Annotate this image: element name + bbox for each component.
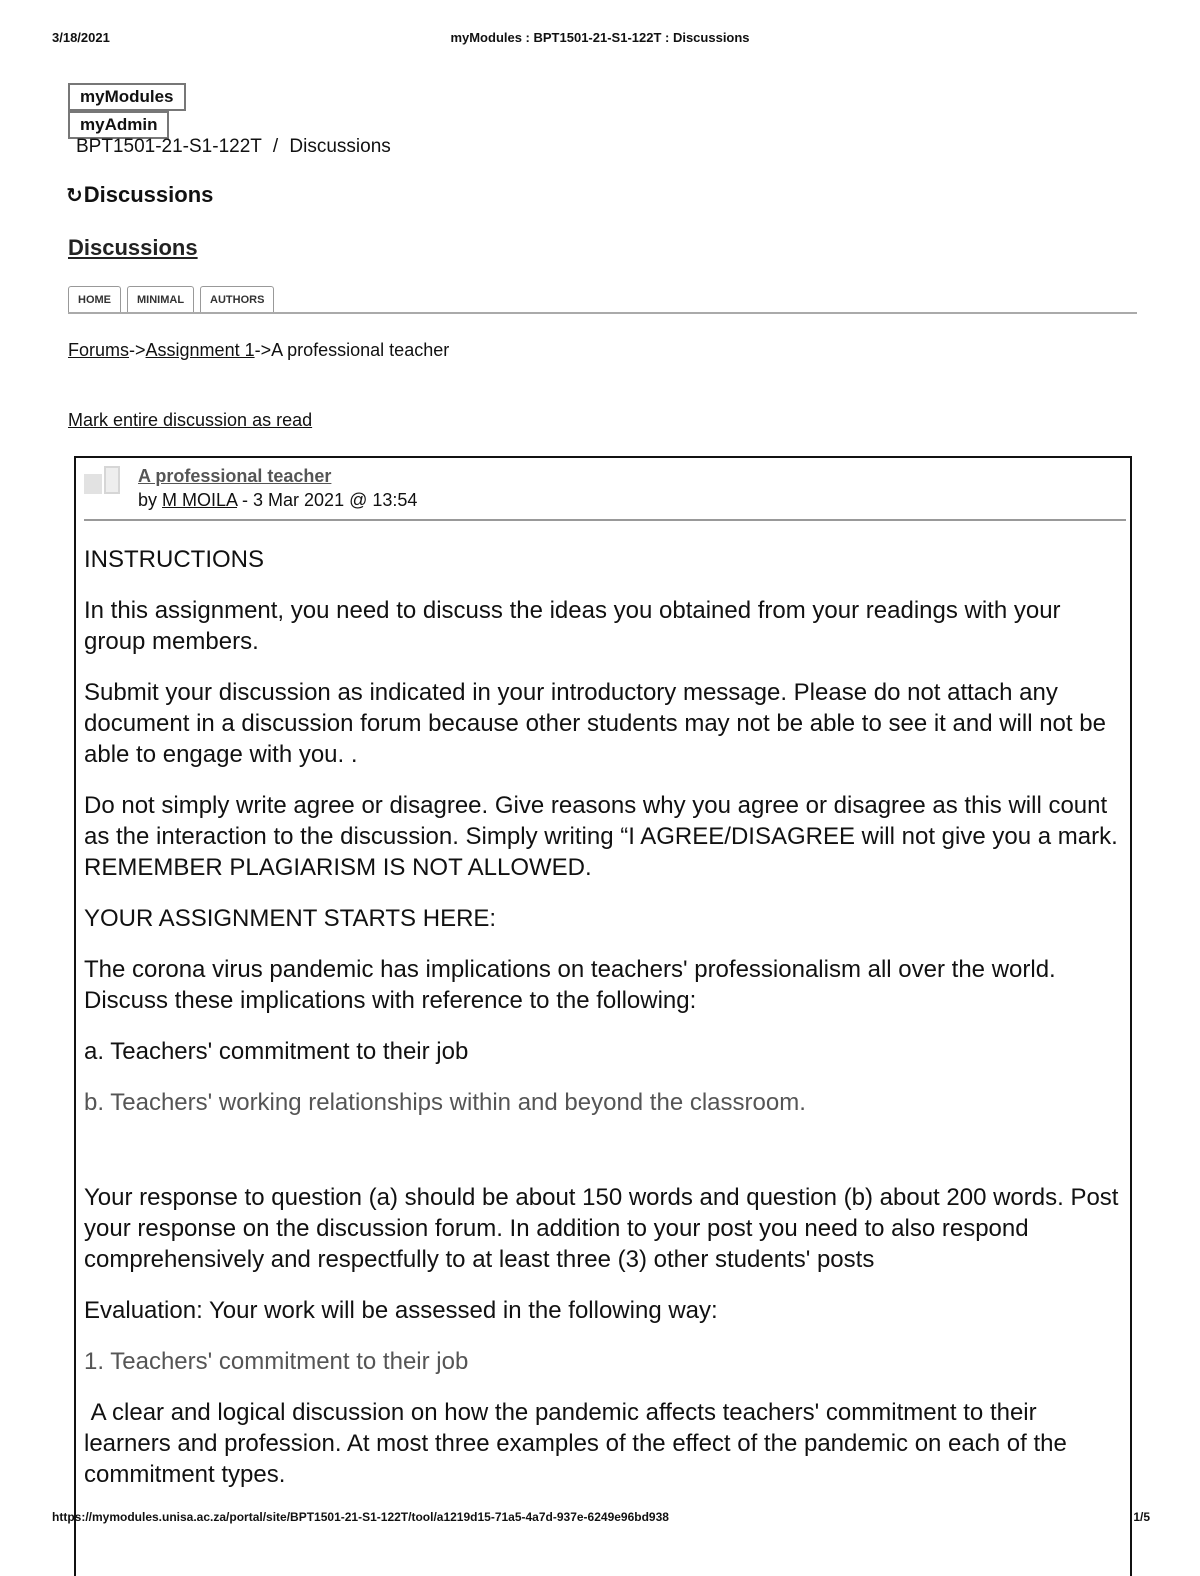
tab-authors[interactable]: AUTHORS xyxy=(200,286,274,313)
author-link[interactable]: M MOILA xyxy=(162,490,238,510)
mark-read-link[interactable]: Mark entire discussion as read xyxy=(68,410,313,430)
message-subject[interactable]: A professional teacher xyxy=(138,466,332,486)
body-paragraph: In this assignment, you need to discuss the ideas you obtained from your readings with your group members. xyxy=(84,597,1061,655)
view-tabs xyxy=(68,286,274,313)
tabs-divider xyxy=(68,312,1137,314)
breadcrumb xyxy=(76,136,391,158)
instructions-heading: INSTRUCTIONS xyxy=(84,546,264,573)
question-a: a. Teachers' commitment to their job xyxy=(84,1038,469,1065)
body-paragraph: Submit your discussion as indicated in your introductory message. Please do not attach any document in a discussion forum because other students may not be able to see it and will not be able to engage with you. . xyxy=(84,679,1106,768)
breadcrumb-tool: Discussions xyxy=(289,136,391,157)
body-paragraph: Your response to question (a) should be about 150 words and question (b) about 200 words. Post your response on the discussion forum. In addition to your post you need to also respond comprehensively and respectfully to at least three (3) other students' posts xyxy=(84,1184,1119,1273)
author-prefix: by xyxy=(138,490,163,510)
message-thread-icon xyxy=(84,466,134,498)
assignment-link[interactable]: Assignment 1 xyxy=(145,340,255,360)
message-divider xyxy=(84,519,1126,521)
tab-minimal[interactable]: MINIMAL xyxy=(127,286,194,313)
message-meta xyxy=(138,490,417,511)
mymodules-button[interactable]: myModules xyxy=(68,83,186,111)
print-url: https://mymodules.unisa.ac.za/portal/site/BPT1501-21-S1-122T/tool/a1219d15-71a5-4a7d-937e-6249e96bd938 xyxy=(52,1510,669,1524)
breadcrumb-site[interactable]: BPT1501-21-S1-122T xyxy=(76,136,262,157)
forums-link[interactable]: Forums xyxy=(68,340,130,360)
print-page-number: 1/5 xyxy=(1133,1510,1150,1524)
message-date: - 3 Mar 2021 @ 13:54 xyxy=(237,490,418,510)
tab-home[interactable]: HOME xyxy=(68,286,121,313)
question-b: b. Teachers' working relationships within and beyond the classroom. xyxy=(84,1089,806,1116)
refresh-icon[interactable]: ↻ xyxy=(66,184,83,207)
body-paragraph: The corona virus pandemic has implications on teachers' professionalism all over the world. Discuss these implications with reference to the following: xyxy=(84,956,1056,1014)
forum-breadcrumb xyxy=(68,340,449,361)
print-page-title: myModules : BPT1501-21-S1-122T : Discussions xyxy=(450,30,750,45)
discussions-link[interactable]: Discussions xyxy=(68,235,198,260)
assignment-start-heading: YOUR ASSIGNMENT STARTS HERE: xyxy=(84,905,497,932)
topic-name: A professional teacher xyxy=(271,340,450,360)
message-body xyxy=(84,544,1124,1510)
myadmin-button[interactable]: myAdmin xyxy=(68,111,169,139)
tool-title xyxy=(66,182,213,208)
path-arrow: -> xyxy=(254,340,272,360)
evaluation-heading: Evaluation: Your work will be assessed in the following way: xyxy=(84,1297,718,1324)
breadcrumb-separator: / xyxy=(272,136,279,157)
print-date: 3/18/2021 xyxy=(52,30,110,45)
body-paragraph: A clear and logical discussion on how the pandemic affects teachers' commitment to their learners and profession. At most three examples of the effect of the pandemic on each of the commitment types. xyxy=(84,1399,1074,1488)
criterion-1: 1. Teachers' commitment to their job xyxy=(84,1348,469,1375)
path-arrow: -> xyxy=(129,340,146,360)
body-paragraph: Do not simply write agree or disagree. Give reasons why you agree or disagree as this will count as the interaction to the discussion. Simply writing “I AGREE/DISAGREE will not give you a mark. REMEMBER PLAGIARISM IS NOT ALLOWED. xyxy=(84,792,1118,881)
tool-title-text: Discussions xyxy=(83,182,214,207)
